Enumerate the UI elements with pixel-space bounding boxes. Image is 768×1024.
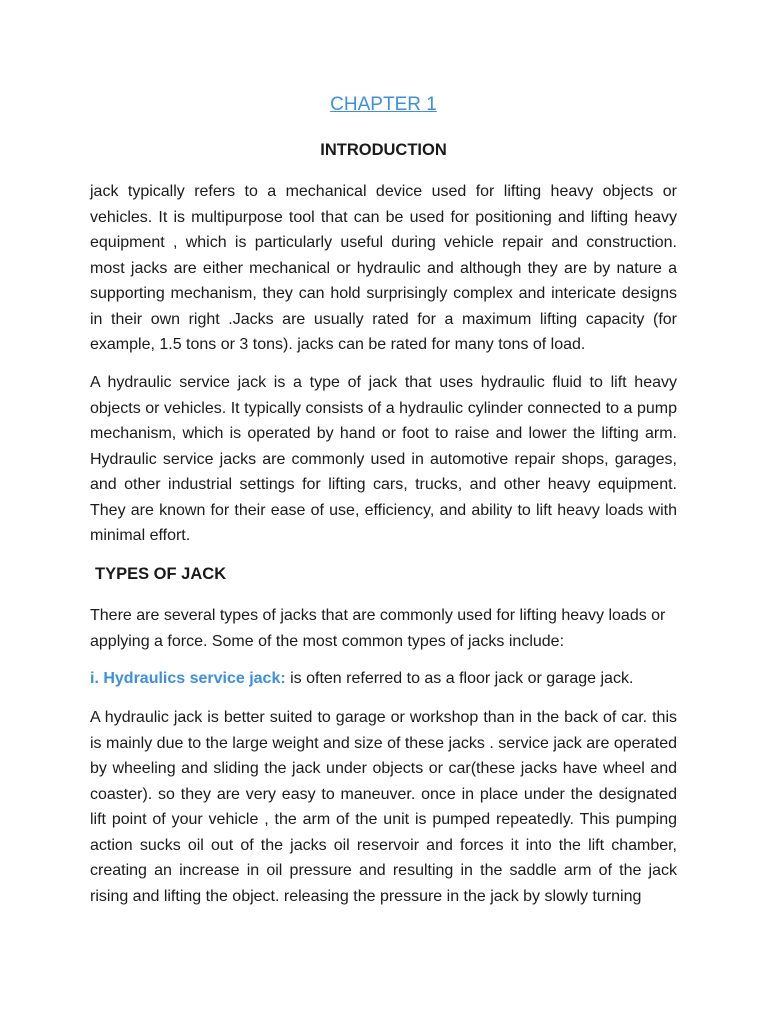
types-of-jack-heading: TYPES OF JACK xyxy=(95,565,227,583)
introduction-heading: INTRODUCTION xyxy=(320,141,447,159)
list-item-label: i. Hydraulics service jack: xyxy=(90,670,286,687)
list-item-text: is often referred to as a floor jack or garage jack. xyxy=(285,670,634,687)
intro-paragraph-1: jack typically refers to a mechanical device used for lifting heavy objects or vehicles. It is multipurpose tool that can be used for positioning and lifting heavy equipment , which is particularly useful during vehicle repair and construction. most jacks are either mechanical or hydraulic and although they are by nature a supporting mechanism, they can hold surprisingly complex and intericate designs in their own right .Jacks are usually rated for a maximum lifting capacity (for example, 1.5 tons or 3 tons). jacks can be rated for many tons of load. xyxy=(90,183,677,353)
types-intro-paragraph: There are several types of jacks that are commonly used for lifting heavy loads or applying a force. Some of the most common types of jacks include: xyxy=(90,607,666,650)
hydraulic-jack-paragraph: A hydraulic jack is better suited to garage or workshop than in the back of car. this is mainly due to the large weight and size of these jacks . service jack are operated by wheeling and sliding the jack under objects or car(these jacks have wheel and coaster). so they are very easy to maneuver. once in place under the designated lift point of your vehicle , the arm of the unit is pumped repeatedly. This pumping action sucks oil out of the jacks oil reservoir and forces it into the lift chamber, creating an increase in oil pressure and resulting in the saddle arm of the jack rising and lifting the object. releasing the pressure in the jack by slowly turning xyxy=(90,709,677,905)
chapter-title: CHAPTER 1 xyxy=(330,94,437,115)
list-item-hydraulic-service-jack xyxy=(90,666,677,692)
intro-paragraph-2: A hydraulic service jack is a type of jack that uses hydraulic fluid to lift heavy objects or vehicles. It typically consists of a hydraulic cylinder connected to a pump mechanism, which is operated by hand or foot to raise and lower the lifting arm. Hydraulic service jacks are commonly used in automotive repair shops, garages, and other industrial settings for lifting cars, trucks, and other heavy equipment. They are known for their ease of use, efficiency, and ability to lift heavy loads with minimal effort. xyxy=(90,374,677,544)
